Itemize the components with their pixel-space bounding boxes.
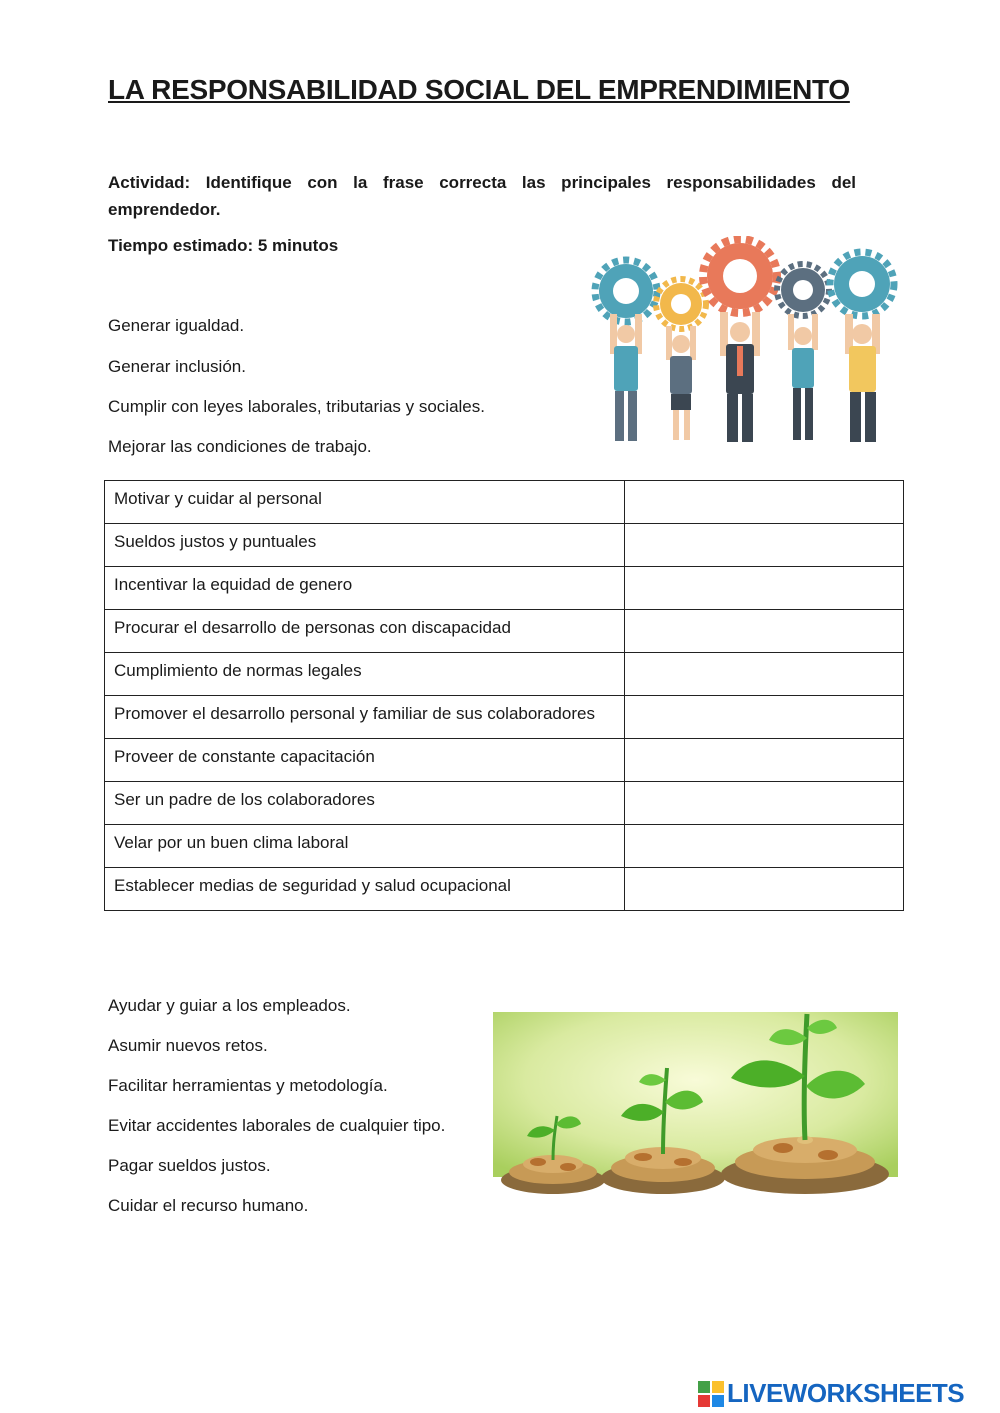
statement-cell: Motivar y cuidar al personal [105, 481, 625, 524]
table-row [105, 782, 904, 825]
top-phrase: Mejorar las condiciones de trabajo. [108, 437, 372, 456]
statement-cell: Velar por un buen clima laboral [105, 825, 625, 868]
plants-coins-illustration [493, 1012, 898, 1202]
table-row [105, 868, 904, 911]
responsibilities-table [104, 480, 904, 911]
bottom-phrase: Cuidar el recurso humano. [108, 1196, 309, 1215]
table-row [105, 653, 904, 696]
gear-icon [656, 279, 706, 329]
table-row [105, 610, 904, 653]
top-phrase: Generar inclusión. [108, 357, 246, 376]
statement-cell: Sueldos justos y puntuales [105, 524, 625, 567]
gear-icon [777, 264, 829, 316]
gear-icon [830, 252, 894, 316]
page-title: LA RESPONSABILIDAD SOCIAL DEL EMPRENDIMIENTO [108, 74, 850, 105]
answer-cell[interactable] [625, 524, 904, 567]
statement-cell: Promover el desarrollo personal y familiar de sus colaboradores [105, 696, 625, 739]
person-icon [666, 326, 696, 440]
answer-input[interactable] [634, 745, 898, 771]
person-icon [610, 314, 642, 441]
answer-cell[interactable] [625, 610, 904, 653]
bottom-phrase: Ayudar y guiar a los empleados. [108, 996, 351, 1015]
liveworksheets-logo [698, 1378, 964, 1409]
bottom-phrase: Facilitar herramientas y metodología. [108, 1076, 388, 1095]
answer-input[interactable] [634, 788, 898, 814]
answer-cell[interactable] [625, 825, 904, 868]
gear-icon [595, 260, 657, 322]
statement-cell: Ser un padre de los colaboradores [105, 782, 625, 825]
bottom-phrase: Pagar sueldos justos. [108, 1156, 271, 1175]
answer-input[interactable] [634, 659, 898, 685]
person-icon [788, 314, 818, 440]
answer-input[interactable] [634, 616, 898, 642]
table-row [105, 825, 904, 868]
estimated-time: Tiempo estimado: 5 minutos [108, 236, 339, 255]
answer-cell[interactable] [625, 567, 904, 610]
answer-input[interactable] [634, 487, 898, 513]
activity-instructions: Actividad: Identifique con la frase correcta las principales responsabilidades del emprendedor. [108, 173, 856, 219]
gear-icon [703, 239, 777, 313]
brand-name: LIVEWORKSHEETS [727, 1378, 965, 1408]
statement-cell: Incentivar la equidad de genero [105, 567, 625, 610]
statement-cell: Procurar el desarrollo de personas con discapacidad [105, 610, 625, 653]
answer-cell[interactable] [625, 782, 904, 825]
table-row [105, 739, 904, 782]
table-row [105, 696, 904, 739]
top-phrase: Generar igualdad. [108, 316, 245, 335]
answer-input[interactable] [634, 831, 898, 857]
statement-cell: Establecer medias de seguridad y salud ocupacional [105, 868, 625, 911]
table-row [105, 481, 904, 524]
person-icon [845, 314, 880, 442]
answer-cell[interactable] [625, 481, 904, 524]
top-phrase: Cumplir con leyes laborales, tributarias y sociales. [108, 397, 485, 416]
answer-cell[interactable] [625, 653, 904, 696]
bottom-phrase: Evitar accidentes laborales de cualquier tipo. [108, 1116, 446, 1135]
logo-icon [698, 1381, 724, 1407]
answer-input[interactable] [634, 702, 898, 728]
bottom-phrase: Asumir nuevos retos. [108, 1036, 268, 1055]
table-row [105, 567, 904, 610]
answer-cell[interactable] [625, 868, 904, 911]
answer-input[interactable] [634, 530, 898, 556]
answer-input[interactable] [634, 874, 898, 900]
person-icon [720, 312, 760, 442]
statement-cell: Cumplimiento de normas legales [105, 653, 625, 696]
answer-input[interactable] [634, 573, 898, 599]
table-row [105, 524, 904, 567]
statement-cell: Proveer de constante capacitación [105, 739, 625, 782]
answer-cell[interactable] [625, 739, 904, 782]
teamwork-gears-illustration [590, 236, 900, 446]
answer-cell[interactable] [625, 696, 904, 739]
